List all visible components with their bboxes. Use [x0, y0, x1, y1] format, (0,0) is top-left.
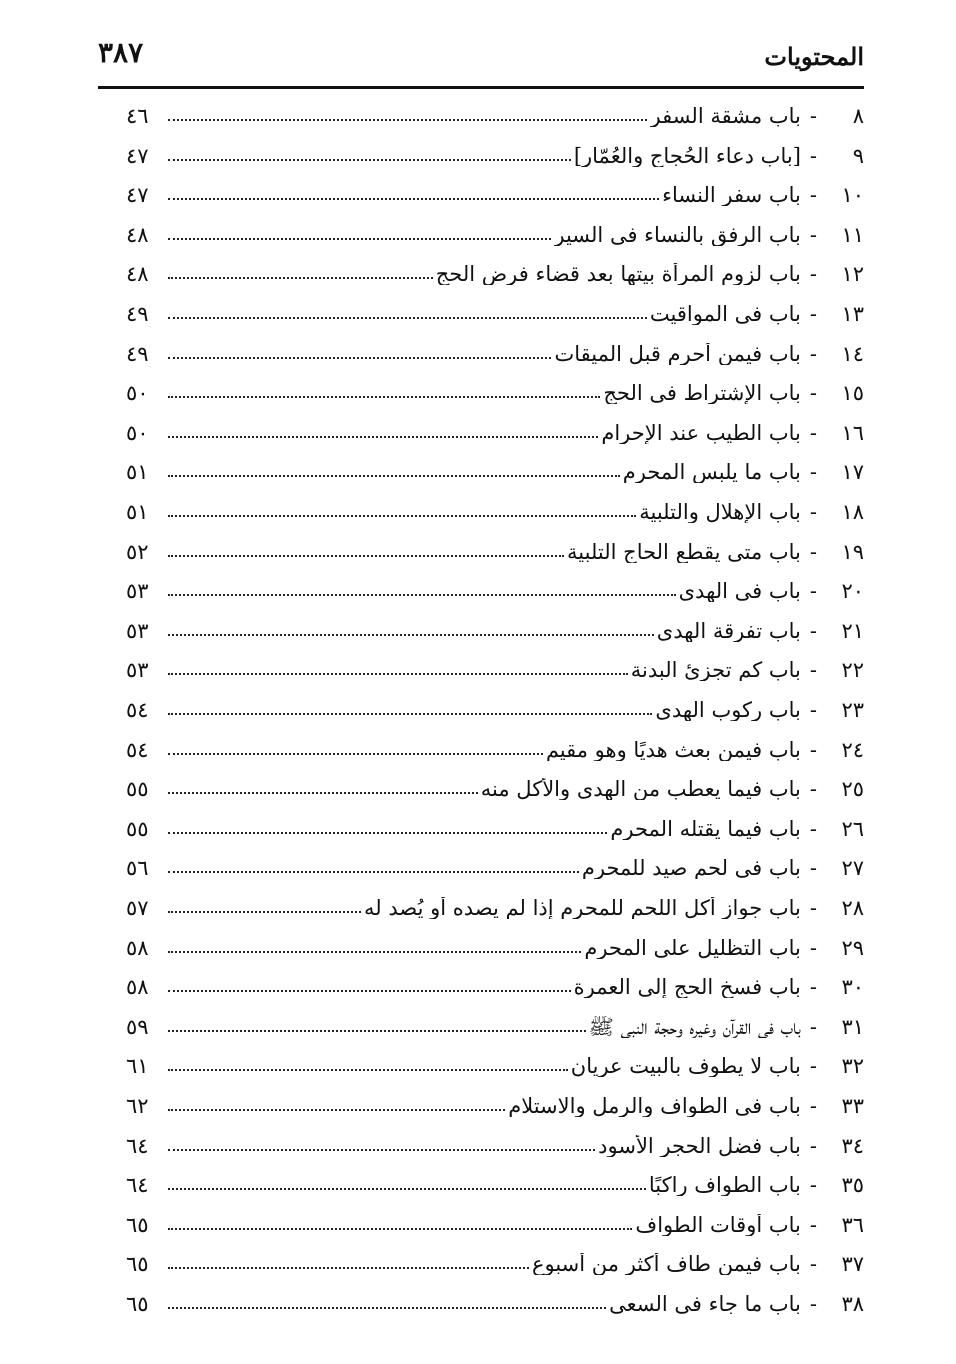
toc-entry — [126, 128, 864, 167]
toc-entry-separator: - — [809, 1291, 817, 1316]
toc-entry-title: باب لا يطوف بالبيت عريان — [570, 1055, 801, 1078]
page-number: ٣٨٧ — [98, 36, 144, 69]
toc-entry-page: ٦٤ — [126, 1133, 149, 1158]
toc-entry-separator: - — [809, 697, 817, 722]
toc-entry-page: ٤٨ — [126, 262, 149, 287]
toc-entry-title: باب فى القرآن وغيره وحجة النبى ﷺ — [588, 1015, 801, 1038]
toc-entry-page: ٥٣ — [126, 579, 149, 604]
toc-dot-leader — [168, 473, 620, 477]
toc-entry-page: ٥٨ — [126, 975, 149, 1000]
toc-entry — [126, 999, 864, 1038]
toc-entry-title: [باب دعاء الحُجاج والعُمّار] — [573, 144, 801, 167]
toc-entry-separator: - — [809, 341, 817, 366]
toc-entry-number: ٣٦ — [841, 1212, 864, 1237]
toc-entry — [126, 207, 864, 246]
toc-entry — [126, 484, 864, 523]
toc-entry-separator: - — [809, 935, 817, 960]
toc-entry-page: ٤٧ — [126, 183, 149, 208]
toc-dot-leader — [168, 909, 361, 913]
toc-entry-page: ٥٣ — [126, 658, 149, 683]
toc-entry-separator: - — [809, 222, 817, 247]
toc-entry-title: باب الإشتراط فى الحج — [603, 382, 801, 405]
toc-entry-page: ٥٠ — [126, 381, 149, 406]
toc-dot-leader — [168, 434, 598, 438]
toc-entry-page: ٥٤ — [126, 697, 149, 722]
toc-entry-number: ٣٥ — [841, 1173, 864, 1198]
toc-dot-leader — [168, 1226, 632, 1230]
toc-entry-separator: - — [809, 895, 817, 920]
toc-entry-separator: - — [809, 1173, 817, 1198]
toc-entry-separator: - — [809, 975, 817, 1000]
toc-entry-separator: - — [809, 1054, 817, 1079]
toc-entry — [126, 405, 864, 444]
toc-entry-title: باب متى يقطع الحاج التلبية — [567, 540, 801, 563]
toc-entry-number: ١٧ — [841, 460, 864, 485]
toc-entry-number: ١٨ — [841, 499, 864, 524]
toc-entry-number: ٢١ — [841, 618, 864, 643]
toc-dot-leader — [168, 275, 433, 279]
page-title: المحتويات — [764, 42, 864, 71]
toc-entry-page: ٤٩ — [126, 341, 149, 366]
toc-entry-page: ٥٤ — [126, 737, 149, 762]
toc-dot-leader — [168, 315, 647, 319]
toc-entry — [126, 167, 864, 206]
toc-entry-title: باب ركوب الهدى — [655, 698, 801, 721]
toc-entry-number: ٣٣ — [841, 1093, 864, 1118]
toc-entry-separator: - — [809, 143, 817, 168]
toc-entry-page: ٥٢ — [126, 539, 149, 564]
toc-entry-separator: - — [809, 579, 817, 604]
toc-entry-separator: - — [809, 381, 817, 406]
table-of-contents — [126, 88, 864, 1318]
toc-entry-title: باب فيما يقتله المحرم — [610, 817, 801, 840]
toc-entry-title: باب فيمن أحرم قبل الميقات — [554, 342, 801, 365]
toc-entry-page: ٥١ — [126, 460, 149, 485]
toc-entry-number: ٢٨ — [841, 895, 864, 920]
toc-entry — [126, 603, 864, 642]
toc-entry-title: باب أوقات الطواف — [635, 1213, 801, 1236]
toc-entry-title: باب مشقة السفر — [650, 104, 801, 127]
toc-entry-title: باب فيمن طاف أكثر من أسبوع — [531, 1253, 801, 1276]
toc-entry-separator: - — [809, 777, 817, 802]
toc-entry — [126, 722, 864, 761]
toc-entry-separator: - — [809, 460, 817, 485]
toc-entry-separator: - — [809, 262, 817, 287]
toc-entry-separator: - — [809, 1093, 817, 1118]
toc-entry — [126, 642, 864, 681]
toc-entry-title: باب الإهلال والتلبية — [639, 500, 801, 523]
toc-entry-title: باب فى لحم صيد للمحرم — [581, 857, 801, 880]
toc-dot-leader — [168, 1107, 505, 1111]
toc-entry-page: ٤٨ — [126, 222, 149, 247]
toc-entry-separator: - — [809, 658, 817, 683]
toc-entry-separator: - — [809, 737, 817, 762]
toc-entry — [126, 1157, 864, 1196]
toc-dot-leader — [168, 751, 543, 755]
toc-entry-number: ٢٣ — [841, 697, 864, 722]
toc-entry — [126, 88, 864, 127]
toc-entry-separator: - — [809, 1133, 817, 1158]
toc-entry-page: ٦١ — [126, 1054, 149, 1079]
toc-dot-leader — [168, 355, 551, 359]
toc-entry-separator: - — [809, 856, 817, 881]
toc-entry-title: باب التظليل على المحرم — [584, 936, 801, 959]
toc-entry — [126, 840, 864, 879]
toc-entry-number: ٢٠ — [841, 579, 864, 604]
toc-dot-leader — [168, 1147, 595, 1151]
toc-entry-title: باب لزوم المرأة بيتها بعد قضاء فرض الحج — [435, 263, 801, 286]
toc-dot-leader — [168, 869, 579, 873]
toc-entry-number: ١١ — [841, 222, 864, 247]
toc-entry-page: ٥٥ — [126, 816, 149, 841]
toc-entry-separator: - — [809, 499, 817, 524]
toc-entry-number: ٢٩ — [841, 935, 864, 960]
toc-dot-leader — [168, 988, 571, 992]
toc-entry-page: ٥٦ — [126, 856, 149, 881]
toc-entry-number: ٣٧ — [841, 1252, 864, 1277]
toc-dot-leader — [168, 790, 478, 794]
toc-dot-leader — [168, 671, 628, 675]
toc-entry-separator: - — [809, 618, 817, 643]
toc-entry — [126, 365, 864, 404]
toc-dot-leader — [168, 513, 636, 517]
toc-entry-number: ١٣ — [841, 301, 864, 326]
toc-dot-leader — [168, 1186, 646, 1190]
toc-entry — [126, 959, 864, 998]
toc-entry-separator: - — [809, 1212, 817, 1237]
toc-dot-leader — [168, 949, 581, 953]
toc-entry-page: ٥٠ — [126, 420, 149, 445]
toc-entry-title: باب كم تجزئ البدنة — [630, 659, 801, 682]
toc-entry-number: ٣٠ — [841, 975, 864, 1000]
toc-entry-separator: - — [809, 1252, 817, 1277]
toc-entry-title: باب ما جاء فى السعى — [609, 1292, 801, 1315]
toc-entry — [126, 1197, 864, 1236]
toc-dot-leader — [168, 394, 600, 398]
toc-entry-number: ٢٥ — [841, 777, 864, 802]
toc-dot-leader — [168, 711, 652, 715]
toc-entry — [126, 246, 864, 285]
toc-entry-title: باب الطواف راكبًا — [648, 1174, 801, 1197]
toc-entry-page: ٦٥ — [126, 1291, 149, 1316]
toc-entry-number: ٣٨ — [841, 1291, 864, 1316]
toc-dot-leader — [168, 157, 571, 161]
toc-entry-separator: - — [809, 103, 817, 128]
toc-entry-title: باب جواز أكل اللحم للمحرم إذا لم يصده أو يُصد له — [364, 896, 801, 919]
toc-entry-title: باب الطيب عند الإحرام — [601, 421, 801, 444]
toc-entry-title: باب فيما يعطب من الهدى والأكل منه — [480, 778, 801, 801]
page-header — [98, 34, 864, 80]
toc-entry-number: ٢٢ — [841, 658, 864, 683]
toc-entry-page: ٥٣ — [126, 618, 149, 643]
toc-entry-number: ٩ — [852, 143, 864, 168]
toc-entry-number: ٣٤ — [841, 1133, 864, 1158]
toc-entry-title: باب فيمن بعث هديًا وهو مقيم — [545, 738, 801, 761]
toc-entry-title: باب سفر النساء — [662, 184, 801, 207]
toc-entry-title: باب تفرقة الهدى — [656, 619, 801, 642]
toc-entry-number: ١٠ — [841, 183, 864, 208]
toc-entry-separator: - — [809, 816, 817, 841]
toc-entry — [126, 444, 864, 483]
toc-entry-number: ٢٦ — [841, 816, 864, 841]
toc-entry-title: باب فسخ الحج إلى العمرة — [573, 976, 801, 999]
toc-dot-leader — [168, 117, 647, 121]
toc-entry-page: ٤٩ — [126, 301, 149, 326]
toc-entry — [126, 286, 864, 325]
toc-entry — [126, 1078, 864, 1117]
toc-entry-separator: - — [809, 539, 817, 564]
toc-entry — [126, 563, 864, 602]
toc-entry-separator: - — [809, 420, 817, 445]
toc-entry-title: باب ما يلبس المحرم — [622, 461, 801, 484]
toc-entry-title: باب فى الطواف والرمل والاستلام — [508, 1094, 801, 1117]
toc-entry-number: ١٦ — [841, 420, 864, 445]
toc-entry-separator: - — [809, 1014, 817, 1039]
toc-entry-page: ٥٥ — [126, 777, 149, 802]
toc-entry-title: باب فى المواقيت — [649, 302, 801, 325]
toc-entry-number: ٣٢ — [841, 1054, 864, 1079]
toc-entry-page: ٥٨ — [126, 935, 149, 960]
toc-entry — [126, 920, 864, 959]
toc-dot-leader — [168, 1265, 529, 1269]
toc-entry — [126, 1276, 864, 1315]
toc-entry — [126, 880, 864, 919]
toc-entry-page: ٥١ — [126, 499, 149, 524]
toc-entry — [126, 1038, 864, 1077]
toc-entry-separator: - — [809, 301, 817, 326]
toc-entry-page: ٥٧ — [126, 895, 149, 920]
toc-entry-page: ٤٧ — [126, 143, 149, 168]
toc-entry — [126, 1118, 864, 1157]
toc-entry-page: ٤٦ — [126, 103, 149, 128]
toc-dot-leader — [168, 236, 551, 240]
toc-entry-number: ١٩ — [841, 539, 864, 564]
toc-entry-page: ٦٥ — [126, 1212, 149, 1237]
toc-entry-number: ٢٧ — [841, 856, 864, 881]
toc-entry-number: ٣١ — [841, 1014, 864, 1039]
toc-entry-number: ١٤ — [841, 341, 864, 366]
toc-entry-page: ٦٢ — [126, 1093, 149, 1118]
toc-dot-leader — [168, 592, 676, 596]
toc-entry-title: باب فى الهدى — [678, 580, 801, 603]
toc-dot-leader — [168, 196, 659, 200]
toc-dot-leader — [168, 1305, 606, 1309]
toc-dot-leader — [168, 830, 607, 834]
toc-entry-page: ٦٤ — [126, 1173, 149, 1198]
toc-entry-number: ٢٤ — [841, 737, 864, 762]
toc-dot-leader — [168, 1067, 568, 1071]
toc-entry-number: ١٢ — [841, 262, 864, 287]
toc-entry — [126, 1236, 864, 1275]
toc-entry-page: ٦٥ — [126, 1252, 149, 1277]
toc-dot-leader — [168, 1028, 586, 1032]
toc-entry-page: ٥٩ — [126, 1014, 149, 1039]
toc-dot-leader — [168, 632, 654, 636]
toc-entry — [126, 524, 864, 563]
toc-entry-title: باب فضل الحجر الأسود — [598, 1134, 801, 1157]
toc-entry — [126, 801, 864, 840]
toc-entry-separator: - — [809, 183, 817, 208]
toc-entry-title: باب الرفق بالنساء فى السير — [554, 223, 801, 246]
toc-entry — [126, 326, 864, 365]
toc-entry — [126, 761, 864, 800]
toc-entry — [126, 682, 864, 721]
toc-dot-leader — [168, 553, 564, 557]
toc-entry-number: ٨ — [852, 103, 864, 128]
toc-entry-number: ١٥ — [841, 381, 864, 406]
